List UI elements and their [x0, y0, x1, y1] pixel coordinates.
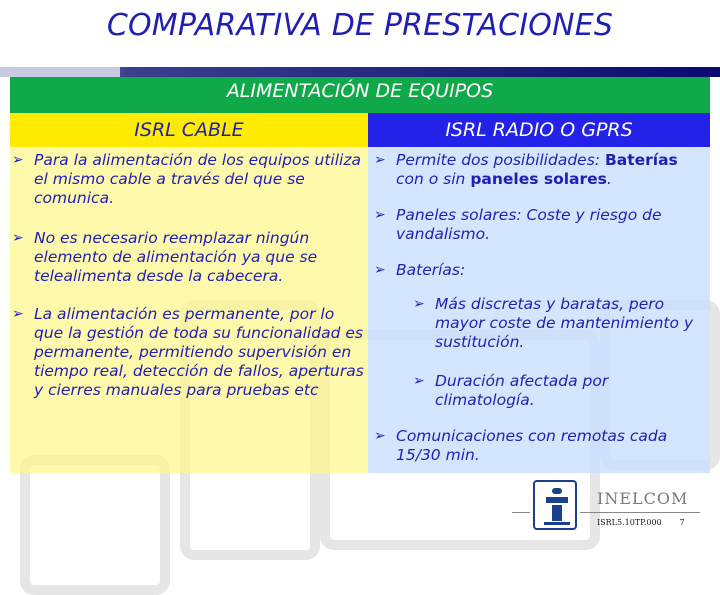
arrow-bullet-icon: ➢ — [12, 230, 24, 246]
logo-bar — [544, 522, 570, 525]
bullet-text-part: Permite dos posibilidades: — [396, 151, 605, 169]
left-bullet-text: La alimentación es permanente, por lo que la gestión de toda su funcionalidad es permanente, permitiendo supervisión en tiempo real, detección de fallos, aperturas y cierres manuales para pruebas etc — [34, 305, 364, 399]
bold-term: Baterías — [604, 151, 678, 169]
document-code-text: ISRL5.10TP.000 — [597, 518, 662, 527]
title-underline-bar-fade — [0, 67, 120, 77]
right-column-header: ISRL RADIO O GPRS — [368, 113, 710, 147]
arrow-bullet-icon: ➢ — [374, 428, 386, 444]
logo-bar — [552, 488, 562, 494]
left-column-header: ISRL CABLE — [10, 113, 368, 147]
right-bullet — [374, 151, 708, 189]
page-number: 7 — [679, 518, 685, 527]
bold-term: paneles solares — [470, 170, 607, 188]
right-bullet-text: Paneles solares: Coste y riesgo de vandalismo. — [396, 206, 662, 243]
logo-bar — [546, 497, 568, 503]
arrow-bullet-icon: ➢ — [413, 296, 425, 312]
right-sub-bullet — [413, 372, 705, 410]
logo-bar — [552, 505, 562, 521]
company-name: INELCOM — [597, 489, 689, 508]
left-bullet — [12, 305, 367, 400]
arrow-bullet-icon: ➢ — [374, 207, 386, 223]
arrow-bullet-icon: ➢ — [12, 306, 24, 322]
arrow-bullet-icon: ➢ — [374, 262, 386, 278]
right-bullet — [374, 206, 708, 244]
right-sub-bullet-text: Duración afectada por climatología. — [435, 372, 609, 409]
bullet-text-part: . — [606, 170, 612, 188]
bullet-text-part: con o sin — [396, 170, 471, 188]
inelcom-logo-icon — [533, 480, 577, 530]
arrow-bullet-icon: ➢ — [12, 152, 24, 168]
left-bullet — [12, 229, 367, 286]
right-bullet-text: Comunicaciones con remotas cada 15/30 min. — [396, 427, 668, 464]
footer-line — [580, 512, 700, 513]
right-sub-bullet — [413, 295, 705, 352]
arrow-bullet-icon: ➢ — [374, 152, 386, 168]
watermark-shape — [20, 455, 170, 595]
subtitle-text: ALIMENTACIÓN DE EQUIPOS — [226, 80, 494, 102]
right-bullet-text — [374, 151, 708, 189]
right-bullet — [374, 427, 708, 465]
right-bullet — [374, 261, 708, 280]
right-sub-bullet-text: Más discretas y baratas, pero mayor coste de mantenimiento y sustitución. — [435, 295, 694, 351]
left-bullet-text: No es necesario reemplazar ningún elemento de alimentación ya que se telealimenta desde la cabecera. — [34, 229, 318, 285]
slide-title: COMPARATIVA DE PRESTACIONES — [106, 8, 614, 43]
left-bullet — [12, 151, 367, 208]
left-bullet-text: Para la alimentación de los equipos utiliza el mismo cable a través del que se comunica. — [34, 151, 361, 207]
right-bullet-text: Baterías: — [396, 261, 466, 279]
arrow-bullet-icon: ➢ — [413, 373, 425, 389]
document-code — [597, 518, 685, 527]
footer-line — [512, 512, 530, 513]
